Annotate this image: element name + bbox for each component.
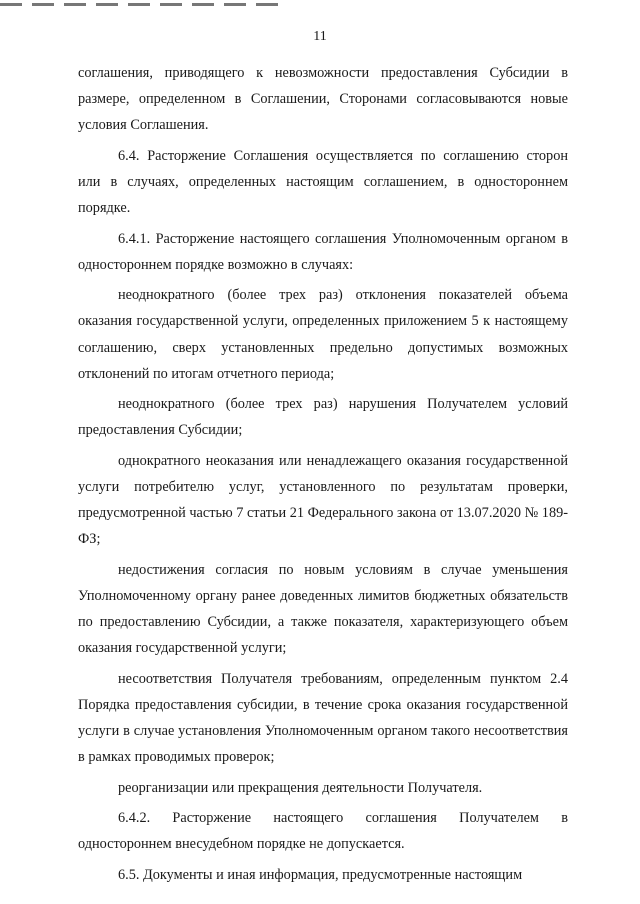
paragraph-6-4-2: 6.4.2. Расторжение настоящего соглашения Получателем в одностороннем внесудебном порядке не допускается. [78,810,568,853]
list-item-case-1: неоднократного (более трех раз) отклонения показателей объема оказания государственной услуги, определенных приложением 5 к настоящему соглашению, сверх установленных предельно допустимых возможных отклонений по итогам отчетного периода; [78,287,568,382]
paragraph-6-5: 6.5. Документы и иная информация, предусмотренные настоящим [118,866,523,883]
paragraph-continuation: соглашения, приводящего к невозможности предоставления Субсидии в размере, определенном в Соглашении, Сторонами согласовываются новые условия Соглашения. [78,65,568,134]
paragraph-6-4-1: 6.4.1. Расторжение настоящего соглашения Уполномоченным органом в одностороннем порядке возможно в случаях: [78,230,568,273]
scan-edge-artifact [0,3,280,6]
page-number: 11 [313,29,327,44]
document-body [78,60,568,892]
list-item-case-2: неоднократного (более трех раз) нарушения Получателем условий предоставления Субсидии; [78,396,568,439]
paragraph-6-4: 6.4. Расторжение Соглашения осуществляется по соглашению сторон или в случаях, определенных настоящим соглашением, в одностороннем порядке. [78,147,568,217]
list-item-case-6: реорганизации или прекращения деятельности Получателя. [118,779,483,796]
list-item-case-3: однократного неоказания или ненадлежащего оказания государственной услуги потребителю услуг, установленного по результатам проверки, предусмотренной частью 7 статьи 21 Федерального закона от 13.07.2020 № 189-ФЗ; [78,452,568,548]
list-item-case-5: несоответствия Получателя требованиям, определенным пунктом 2.4 Порядка предоставления субсидии, в течение срока оказания государственной услуги в случае установления Уполномоченным органом такого несоответствия в рамках проводимых проверок; [78,670,568,766]
list-item-case-4: недостижения согласия по новым условиям в случае уменьшения Уполномоченному органу ранее доведенных лимитов бюджетных обязательств по предоставлению Субсидии, а также показателя, характеризующего объем оказания государственной услуги; [78,561,568,657]
